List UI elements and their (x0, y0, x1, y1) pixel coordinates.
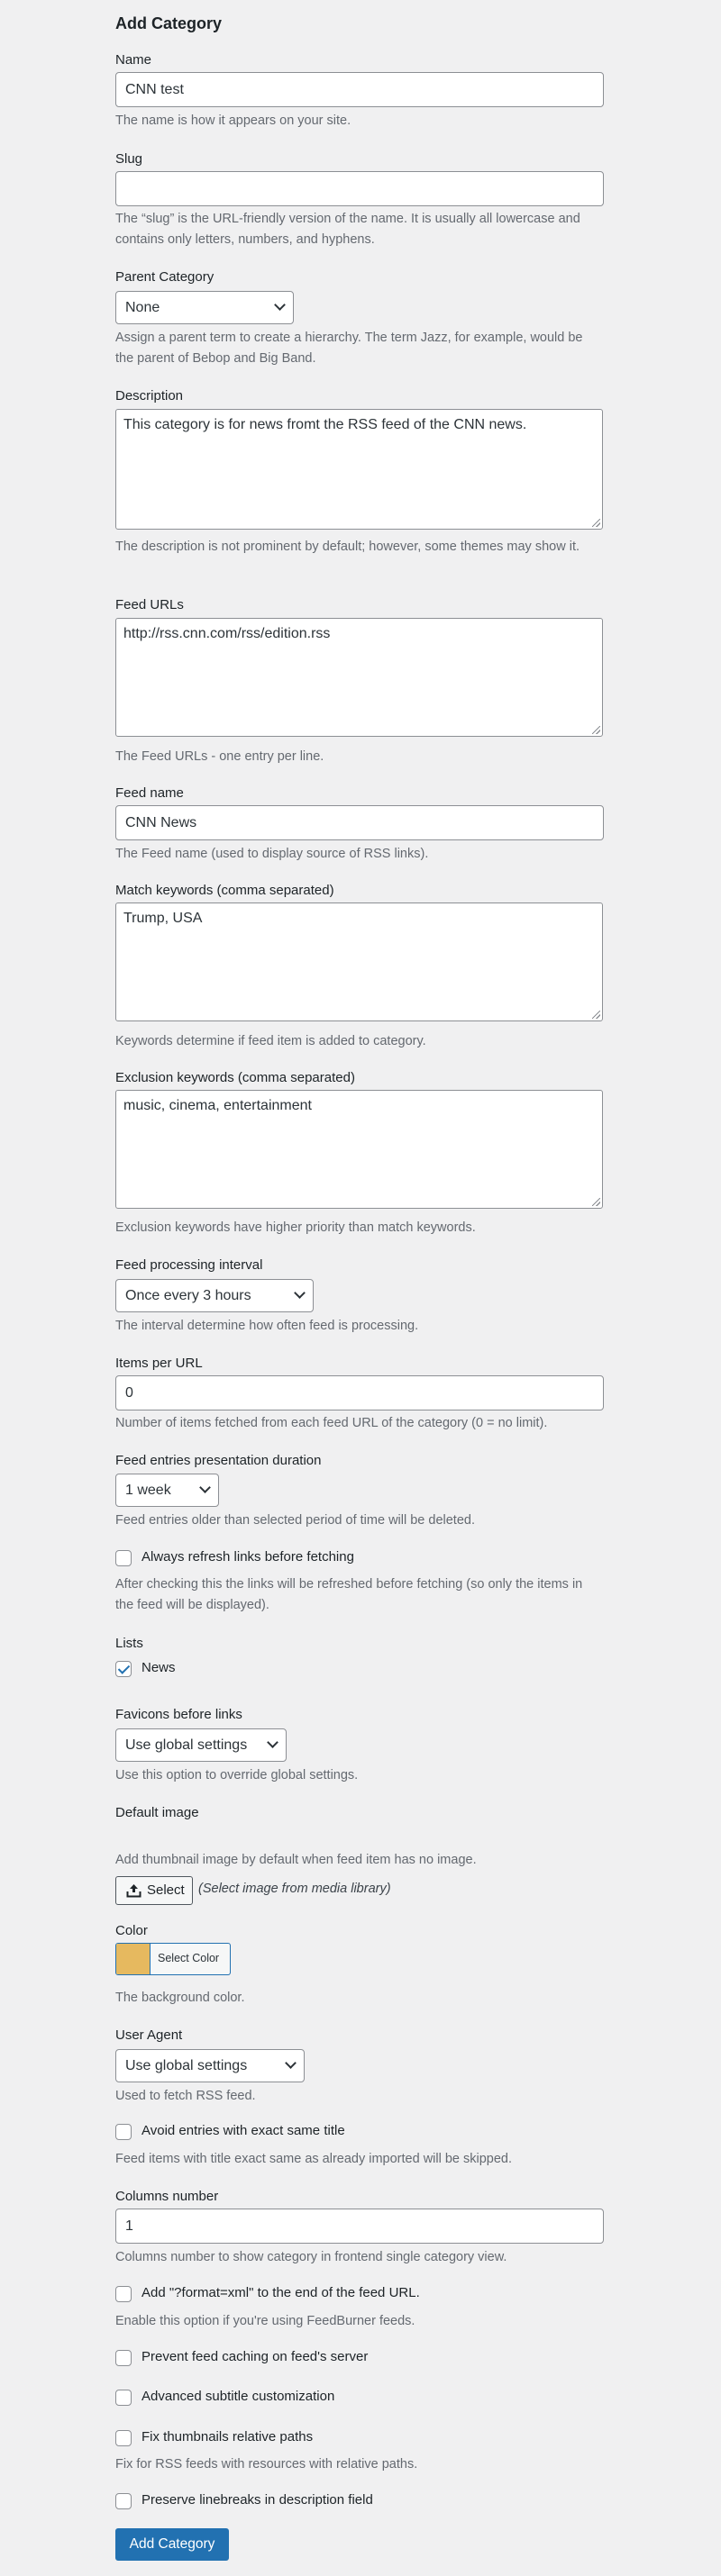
favicons-value: Use global settings (125, 1737, 248, 1753)
user-agent-description: Used to fetch RSS feed. (115, 2089, 256, 2103)
feed-name-input[interactable]: CNN News (115, 805, 604, 840)
avoid-same-title-label: Avoid entries with exact same title (141, 2123, 345, 2138)
lists-news-label: News (141, 1660, 176, 1675)
interval-select[interactable] (115, 1279, 314, 1312)
feed-urls-textarea[interactable] (115, 618, 603, 737)
user-agent-select[interactable] (115, 2049, 305, 2082)
duration-description: Feed entries older than selected period of time will be deleted. (115, 1513, 475, 1528)
format-xml-label: Add "?format=xml" to the end of the feed URL. (141, 2285, 420, 2300)
upload-icon (126, 1883, 141, 1898)
default-image-label: Default image (115, 1805, 199, 1820)
name-description: The name is how it appears on your site. (115, 113, 351, 128)
items-per-url-input[interactable]: 0 (115, 1375, 604, 1410)
exclusion-keywords-description: Exclusion keywords have higher priority than match keywords. (115, 1220, 476, 1235)
feed-urls-value: http://rss.cnn.com/rss/edition.rss (123, 626, 331, 641)
favicons-select[interactable] (115, 1728, 287, 1762)
refresh-links-description: After checking this the links will be refreshed before fetching (so only the items in the feed will be displayed). (115, 1577, 583, 1612)
exclusion-keywords-value: music, cinema, entertainment (123, 1098, 312, 1113)
refresh-links-checkbox[interactable] (115, 1550, 132, 1566)
match-keywords-value: Trump, USA (123, 911, 203, 926)
duration-label: Feed entries presentation duration (115, 1453, 322, 1468)
exclusion-keywords-textarea[interactable] (115, 1090, 603, 1209)
duration-value: 1 week (125, 1483, 171, 1498)
color-swatch (116, 1944, 151, 1974)
match-keywords-textarea[interactable] (115, 903, 603, 1021)
page-title: Add Category (115, 14, 223, 32)
columns-label: Columns number (115, 2189, 219, 2204)
description-label: Description (115, 388, 184, 404)
parent-category-label: Parent Category (115, 269, 214, 285)
format-xml-description: Enable this option if you're using FeedBurner feeds. (115, 2314, 415, 2328)
color-label: Color (115, 1923, 148, 1938)
parent-category-description: Assign a parent term to create a hierarchy. The term Jazz, for example, would be the parent of Bebop and Big Band. (115, 331, 583, 366)
exclusion-keywords-label: Exclusion keywords (comma separated) (115, 1070, 355, 1085)
color-picker-label: Select Color (158, 1952, 220, 1964)
prevent-cache-checkbox[interactable] (115, 2350, 132, 2366)
chevron-down-icon (199, 1482, 211, 1493)
resize-handle-icon[interactable] (592, 726, 600, 734)
feed-name-label: Feed name (115, 785, 184, 801)
description-description: The description is not prominent by default; however, some themes may show it. (115, 540, 580, 554)
slug-input[interactable] (115, 171, 604, 206)
interval-value: Once every 3 hours (125, 1288, 251, 1303)
format-xml-checkbox[interactable] (115, 2286, 132, 2302)
default-image-description: Add thumbnail image by default when feed item has no image. (115, 1853, 477, 1867)
user-agent-value: Use global settings (125, 2058, 248, 2073)
chevron-down-icon (285, 2057, 297, 2069)
feed-urls-description: The Feed URLs - one entry per line. (115, 749, 324, 764)
thumbnails-label: Fix thumbnails relative paths (141, 2429, 314, 2444)
slug-label: Slug (115, 151, 143, 167)
resize-handle-icon[interactable] (592, 519, 600, 527)
select-image-button[interactable] (115, 1876, 193, 1905)
resize-handle-icon[interactable] (592, 1198, 600, 1206)
avoid-same-title-checkbox[interactable] (115, 2124, 132, 2140)
linebreaks-label: Preserve linebreaks in description field (141, 2492, 373, 2508)
duration-select[interactable] (115, 1474, 219, 1507)
name-input[interactable]: CNN test (115, 72, 604, 107)
subtitle-checkbox[interactable] (115, 2390, 132, 2406)
description-value: This category is for news fromt the RSS feed of the CNN news. (123, 417, 527, 432)
prevent-cache-label: Prevent feed caching on feed's server (141, 2349, 369, 2364)
add-category-button[interactable]: Add Category (115, 2528, 229, 2561)
name-label: Name (115, 52, 152, 68)
feed-urls-label: Feed URLs (115, 597, 184, 612)
interval-label: Feed processing interval (115, 1257, 263, 1273)
match-keywords-description: Keywords determine if feed item is added to category. (115, 1034, 426, 1048)
items-per-url-description: Number of items fetched from each feed URL of the category (0 = no limit). (115, 1416, 548, 1430)
select-image-hint: (Select image from media library) (198, 1882, 391, 1896)
thumbnails-description: Fix for RSS feeds with resources with relative paths. (115, 2457, 418, 2472)
avoid-same-title-description: Feed items with title exact same as already imported will be skipped. (115, 2152, 513, 2166)
description-textarea[interactable] (115, 409, 603, 530)
chevron-down-icon (274, 299, 286, 311)
parent-category-value: None (125, 300, 160, 315)
subtitle-label: Advanced subtitle customization (141, 2389, 335, 2404)
slug-description: The “slug” is the URL-friendly version of the name. It is usually all lowercase and contains only letters, numbers, and hyphens. (115, 212, 580, 247)
chevron-down-icon (267, 1737, 278, 1748)
match-keywords-label: Match keywords (comma separated) (115, 883, 334, 898)
parent-category-select[interactable] (115, 291, 294, 324)
columns-input[interactable]: 1 (115, 2209, 604, 2244)
linebreaks-checkbox[interactable] (115, 2493, 132, 2509)
user-agent-label: User Agent (115, 2027, 183, 2043)
select-image-label: Select (147, 1882, 185, 1898)
interval-description: The interval determine how often feed is processing. (115, 1319, 419, 1333)
favicons-description: Use this option to override global settings. (115, 1768, 359, 1782)
lists-label: Lists (115, 1636, 143, 1651)
chevron-down-icon (294, 1287, 306, 1299)
refresh-links-label: Always refresh links before fetching (141, 1549, 354, 1565)
color-picker-button[interactable] (115, 1943, 231, 1975)
color-description: The background color. (115, 1991, 245, 2005)
resize-handle-icon[interactable] (592, 1011, 600, 1019)
favicons-label: Favicons before links (115, 1707, 242, 1722)
thumbnails-checkbox[interactable] (115, 2430, 132, 2446)
items-per-url-label: Items per URL (115, 1356, 203, 1371)
columns-description: Columns number to show category in frontend single category view. (115, 2250, 507, 2264)
feed-name-description: The Feed name (used to display source of RSS links). (115, 847, 429, 861)
lists-news-checkbox[interactable] (115, 1661, 132, 1677)
